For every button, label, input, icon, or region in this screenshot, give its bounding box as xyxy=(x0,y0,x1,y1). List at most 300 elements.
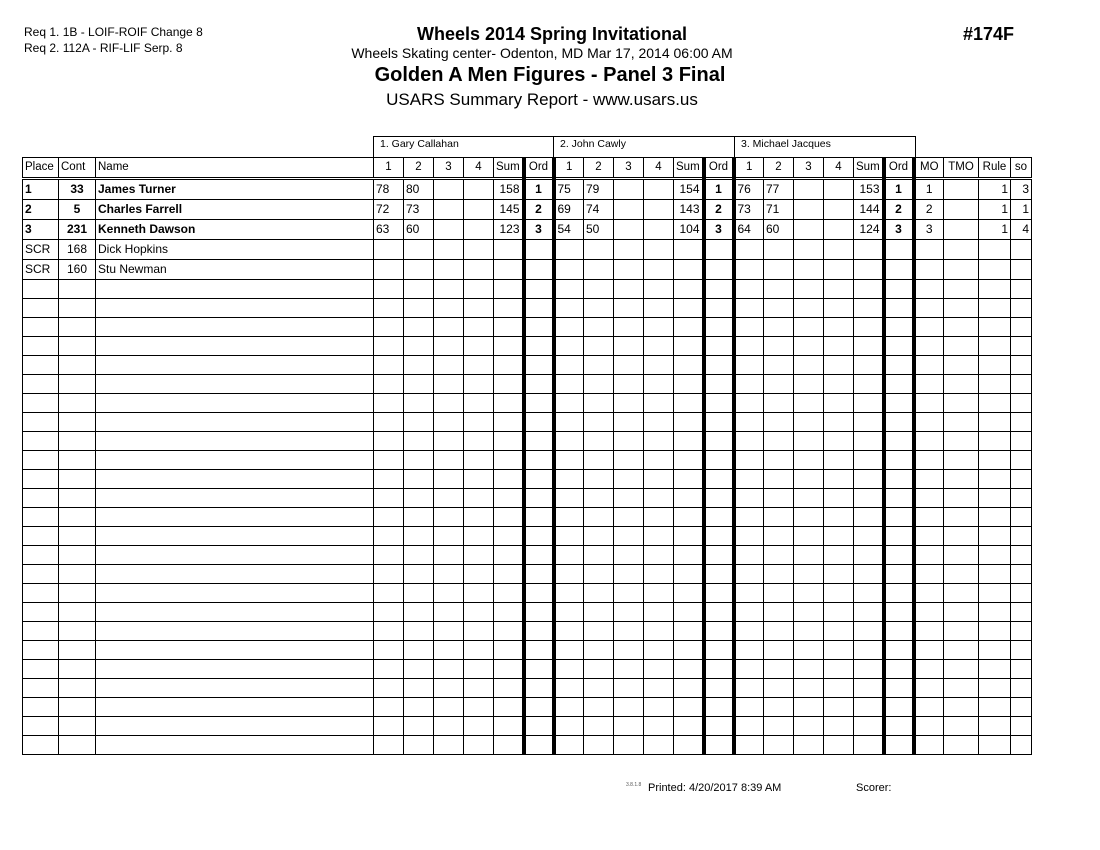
ord-cell xyxy=(884,698,914,717)
tmo-cell xyxy=(944,413,979,432)
table-row xyxy=(23,698,1032,717)
score-3-cell xyxy=(794,451,824,470)
col-header-score-3: 3 xyxy=(794,158,824,179)
tmo-cell xyxy=(944,432,979,451)
place-cell: 3 xyxy=(23,220,59,240)
score-2-cell xyxy=(764,603,794,622)
score-4-cell xyxy=(824,356,854,375)
score-2-cell xyxy=(764,698,794,717)
score-4-cell xyxy=(644,698,674,717)
sum-cell xyxy=(494,394,524,413)
sum-cell xyxy=(674,413,704,432)
score-4-cell xyxy=(824,413,854,432)
score-2-cell xyxy=(584,565,614,584)
score-3-cell xyxy=(434,546,464,565)
score-1-cell xyxy=(374,622,404,641)
sum-cell xyxy=(854,432,884,451)
so-cell: 4 xyxy=(1011,220,1032,240)
tmo-cell xyxy=(944,508,979,527)
score-1-cell: 64 xyxy=(734,220,764,240)
score-2-cell: 73 xyxy=(404,200,434,220)
sum-cell xyxy=(494,622,524,641)
name-cell: Kenneth Dawson xyxy=(96,220,374,240)
score-2-cell xyxy=(584,260,614,280)
sum-cell xyxy=(494,375,524,394)
sum-cell xyxy=(674,508,704,527)
sum-cell: 104 xyxy=(674,220,704,240)
score-1-cell xyxy=(734,432,764,451)
score-4-cell xyxy=(644,489,674,508)
sum-cell xyxy=(494,660,524,679)
sum-cell xyxy=(674,451,704,470)
rule-cell xyxy=(979,280,1011,299)
mo-cell xyxy=(914,546,944,565)
score-2-cell xyxy=(764,470,794,489)
score-2-cell xyxy=(764,622,794,641)
score-2-cell xyxy=(764,584,794,603)
table-row xyxy=(23,375,1032,394)
score-4-cell xyxy=(824,584,854,603)
so-cell xyxy=(1011,489,1032,508)
rule-cell xyxy=(979,413,1011,432)
so-cell xyxy=(1011,451,1032,470)
col-header-place: Place xyxy=(23,158,59,179)
rule-cell xyxy=(979,679,1011,698)
score-1-cell: 54 xyxy=(554,220,584,240)
ord-cell xyxy=(884,660,914,679)
score-1-cell xyxy=(374,736,404,755)
score-2-cell xyxy=(584,660,614,679)
score-2-cell xyxy=(584,584,614,603)
table-row xyxy=(23,200,1032,220)
ord-cell xyxy=(884,451,914,470)
tmo-cell xyxy=(944,489,979,508)
score-4-cell xyxy=(824,451,854,470)
col-header-sum: Sum xyxy=(494,158,524,179)
score-3-cell xyxy=(794,489,824,508)
sum-cell xyxy=(494,489,524,508)
table-row xyxy=(23,299,1032,318)
score-2-cell xyxy=(764,508,794,527)
sum-cell xyxy=(494,240,524,260)
score-3-cell xyxy=(434,508,464,527)
so-cell xyxy=(1011,260,1032,280)
rule-cell xyxy=(979,337,1011,356)
score-4-cell xyxy=(644,660,674,679)
ord-cell xyxy=(524,432,554,451)
score-3-cell xyxy=(614,337,644,356)
table-row xyxy=(23,584,1032,603)
score-1-cell xyxy=(374,660,404,679)
score-3-cell xyxy=(614,260,644,280)
sum-cell xyxy=(494,641,524,660)
ord-cell xyxy=(704,717,734,736)
score-3-cell xyxy=(434,679,464,698)
score-3-cell xyxy=(794,394,824,413)
score-4-cell xyxy=(824,280,854,299)
sum-cell xyxy=(674,565,704,584)
score-2-cell xyxy=(584,622,614,641)
ord-cell xyxy=(524,356,554,375)
score-4-cell xyxy=(644,179,674,200)
place-cell xyxy=(23,679,59,698)
table-row xyxy=(23,220,1032,240)
score-3-cell xyxy=(794,200,824,220)
mo-cell xyxy=(914,260,944,280)
ord-cell xyxy=(524,470,554,489)
mo-cell: 2 xyxy=(914,200,944,220)
score-4-cell xyxy=(644,337,674,356)
score-2-cell xyxy=(764,280,794,299)
table-row xyxy=(23,240,1032,260)
score-3-cell xyxy=(614,394,644,413)
score-3-cell xyxy=(794,470,824,489)
sum-cell xyxy=(854,622,884,641)
score-3-cell xyxy=(434,603,464,622)
score-3-cell xyxy=(794,660,824,679)
score-3-cell xyxy=(434,451,464,470)
score-4-cell xyxy=(644,603,674,622)
score-3-cell xyxy=(434,179,464,200)
score-4-cell xyxy=(644,240,674,260)
score-2-cell xyxy=(764,641,794,660)
sum-cell xyxy=(494,299,524,318)
col-header-cont: Cont xyxy=(59,158,96,179)
score-1-cell: 75 xyxy=(554,179,584,200)
sum-cell xyxy=(854,546,884,565)
score-4-cell xyxy=(644,565,674,584)
ord-cell xyxy=(884,356,914,375)
score-1-cell xyxy=(554,432,584,451)
score-1-cell xyxy=(554,546,584,565)
mo-cell xyxy=(914,679,944,698)
score-1-cell: 63 xyxy=(374,220,404,240)
mo-cell xyxy=(914,508,944,527)
col-header-score-2: 2 xyxy=(764,158,794,179)
table-row xyxy=(23,641,1032,660)
score-3-cell xyxy=(614,565,644,584)
ord-cell: 3 xyxy=(884,220,914,240)
ord-cell xyxy=(524,318,554,337)
cont-cell: 33 xyxy=(59,179,96,200)
tmo-cell xyxy=(944,470,979,489)
rule-cell xyxy=(979,356,1011,375)
score-3-cell xyxy=(434,660,464,679)
ord-cell xyxy=(884,508,914,527)
ord-cell xyxy=(704,565,734,584)
score-2-cell xyxy=(404,356,434,375)
score-4-cell xyxy=(644,375,674,394)
name-cell xyxy=(96,527,374,546)
ord-cell: 2 xyxy=(704,200,734,220)
col-header-score-2: 2 xyxy=(584,158,614,179)
ord-cell xyxy=(524,565,554,584)
score-4-cell xyxy=(824,220,854,240)
ord-cell xyxy=(704,546,734,565)
sum-cell xyxy=(674,240,704,260)
score-2-cell xyxy=(404,394,434,413)
tmo-cell xyxy=(944,260,979,280)
score-4-cell xyxy=(824,489,854,508)
score-3-cell xyxy=(794,565,824,584)
tmo-cell xyxy=(944,179,979,200)
score-4-cell xyxy=(464,451,494,470)
place-cell xyxy=(23,489,59,508)
score-2-cell xyxy=(404,584,434,603)
sum-cell xyxy=(674,356,704,375)
score-2-cell xyxy=(404,260,434,280)
table-row xyxy=(23,280,1032,299)
score-2-cell xyxy=(764,565,794,584)
ord-cell xyxy=(524,679,554,698)
table-row xyxy=(23,394,1032,413)
score-2-cell: 77 xyxy=(764,179,794,200)
so-cell xyxy=(1011,432,1032,451)
score-2-cell xyxy=(404,470,434,489)
score-2-cell: 71 xyxy=(764,200,794,220)
table-row xyxy=(23,489,1032,508)
ord-cell xyxy=(524,698,554,717)
so-cell xyxy=(1011,318,1032,337)
place-cell xyxy=(23,584,59,603)
score-3-cell xyxy=(434,641,464,660)
score-1-cell xyxy=(734,337,764,356)
score-3-cell xyxy=(434,220,464,240)
place-cell: 2 xyxy=(23,200,59,220)
mo-cell xyxy=(914,337,944,356)
sum-cell xyxy=(674,280,704,299)
sum-cell xyxy=(674,337,704,356)
so-cell xyxy=(1011,660,1032,679)
score-4-cell xyxy=(824,375,854,394)
score-2-cell xyxy=(404,603,434,622)
score-4-cell xyxy=(464,489,494,508)
sum-cell xyxy=(674,260,704,280)
place-cell: SCR xyxy=(23,260,59,280)
score-3-cell xyxy=(794,679,824,698)
sum-cell xyxy=(674,736,704,755)
place-cell xyxy=(23,470,59,489)
sum-cell xyxy=(494,717,524,736)
score-4-cell xyxy=(464,622,494,641)
score-2-cell xyxy=(584,527,614,546)
cont-cell xyxy=(59,375,96,394)
name-cell xyxy=(96,660,374,679)
so-cell xyxy=(1011,470,1032,489)
score-1-cell xyxy=(374,603,404,622)
score-3-cell xyxy=(434,698,464,717)
col-header-score-1: 1 xyxy=(374,158,404,179)
ord-cell xyxy=(524,375,554,394)
score-1-cell xyxy=(554,318,584,337)
cont-cell xyxy=(59,318,96,337)
ord-cell xyxy=(524,736,554,755)
so-cell xyxy=(1011,413,1032,432)
score-4-cell xyxy=(824,337,854,356)
sum-cell xyxy=(674,318,704,337)
table-row xyxy=(23,527,1032,546)
score-4-cell xyxy=(464,565,494,584)
rule-cell xyxy=(979,527,1011,546)
cont-cell xyxy=(59,356,96,375)
score-1-cell xyxy=(374,394,404,413)
table-row xyxy=(23,679,1032,698)
col-header-score-3: 3 xyxy=(614,158,644,179)
col-header-sum: Sum xyxy=(854,158,884,179)
col-header-score-4: 4 xyxy=(464,158,494,179)
score-3-cell xyxy=(434,280,464,299)
tmo-cell xyxy=(944,565,979,584)
score-1-cell: 72 xyxy=(374,200,404,220)
score-2-cell xyxy=(584,394,614,413)
name-cell xyxy=(96,470,374,489)
name-cell xyxy=(96,546,374,565)
ord-cell xyxy=(524,717,554,736)
table-row xyxy=(23,565,1032,584)
score-1-cell xyxy=(554,240,584,260)
score-4-cell xyxy=(464,394,494,413)
score-3-cell xyxy=(794,641,824,660)
cont-cell xyxy=(59,299,96,318)
score-4-cell xyxy=(464,641,494,660)
score-3-cell xyxy=(434,527,464,546)
ord-cell xyxy=(884,546,914,565)
ord-cell xyxy=(704,679,734,698)
score-2-cell xyxy=(404,240,434,260)
score-2-cell xyxy=(404,717,434,736)
score-4-cell xyxy=(644,527,674,546)
score-2-cell xyxy=(584,375,614,394)
score-1-cell xyxy=(734,489,764,508)
score-2-cell xyxy=(584,318,614,337)
score-2-cell xyxy=(764,260,794,280)
score-1-cell xyxy=(554,337,584,356)
ord-cell xyxy=(524,603,554,622)
so-cell xyxy=(1011,679,1032,698)
sum-cell xyxy=(494,337,524,356)
mo-cell xyxy=(914,622,944,641)
sum-cell xyxy=(494,470,524,489)
score-3-cell xyxy=(794,698,824,717)
so-cell xyxy=(1011,299,1032,318)
score-2-cell xyxy=(764,299,794,318)
score-2-cell xyxy=(404,508,434,527)
score-3-cell xyxy=(614,413,644,432)
place-cell xyxy=(23,546,59,565)
rule-cell: 1 xyxy=(979,179,1011,200)
sum-cell xyxy=(494,736,524,755)
place-cell xyxy=(23,451,59,470)
rule-cell xyxy=(979,489,1011,508)
score-4-cell xyxy=(464,375,494,394)
place-cell xyxy=(23,641,59,660)
score-3-cell xyxy=(614,679,644,698)
tmo-cell xyxy=(944,736,979,755)
mo-cell xyxy=(914,280,944,299)
ord-cell xyxy=(524,641,554,660)
score-4-cell xyxy=(824,508,854,527)
score-2-cell: 74 xyxy=(584,200,614,220)
so-cell xyxy=(1011,584,1032,603)
score-2-cell xyxy=(764,318,794,337)
score-3-cell xyxy=(614,660,644,679)
place-cell xyxy=(23,698,59,717)
cont-cell xyxy=(59,698,96,717)
score-4-cell xyxy=(824,603,854,622)
table-row xyxy=(23,546,1032,565)
col-header-score-1: 1 xyxy=(734,158,764,179)
col-header-so: so xyxy=(1011,158,1032,179)
so-cell xyxy=(1011,394,1032,413)
col-header-score-2: 2 xyxy=(404,158,434,179)
score-3-cell xyxy=(434,318,464,337)
score-1-cell xyxy=(554,717,584,736)
score-2-cell xyxy=(404,432,434,451)
ord-cell xyxy=(524,622,554,641)
score-1-cell xyxy=(734,622,764,641)
ord-cell xyxy=(704,451,734,470)
cont-cell xyxy=(59,584,96,603)
sum-cell xyxy=(494,318,524,337)
cont-cell xyxy=(59,660,96,679)
mo-cell xyxy=(914,356,944,375)
score-3-cell xyxy=(794,240,824,260)
ord-cell xyxy=(704,698,734,717)
so-cell xyxy=(1011,698,1032,717)
score-2-cell xyxy=(584,641,614,660)
name-cell: Charles Farrell xyxy=(96,200,374,220)
col-header-mo: MO xyxy=(914,158,944,179)
mo-cell xyxy=(914,489,944,508)
ord-cell xyxy=(704,240,734,260)
score-2-cell xyxy=(404,565,434,584)
name-cell xyxy=(96,565,374,584)
name-cell xyxy=(96,584,374,603)
ord-cell xyxy=(524,337,554,356)
col-header-tmo: TMO xyxy=(944,158,979,179)
ord-cell xyxy=(524,394,554,413)
name-cell xyxy=(96,413,374,432)
score-3-cell xyxy=(614,603,644,622)
score-4-cell xyxy=(824,260,854,280)
score-4-cell xyxy=(824,179,854,200)
score-1-cell xyxy=(734,527,764,546)
tmo-cell xyxy=(944,546,979,565)
score-3-cell xyxy=(614,470,644,489)
score-4-cell xyxy=(644,508,674,527)
score-1-cell xyxy=(374,527,404,546)
ord-cell xyxy=(524,451,554,470)
score-3-cell xyxy=(794,432,824,451)
score-2-cell xyxy=(584,451,614,470)
name-cell: Dick Hopkins xyxy=(96,240,374,260)
ord-cell xyxy=(884,337,914,356)
score-1-cell xyxy=(374,546,404,565)
score-1-cell xyxy=(554,698,584,717)
score-1-cell xyxy=(554,260,584,280)
tmo-cell xyxy=(944,451,979,470)
score-4-cell xyxy=(644,451,674,470)
score-3-cell xyxy=(614,432,644,451)
score-1-cell xyxy=(734,394,764,413)
cont-cell xyxy=(59,679,96,698)
place-cell xyxy=(23,280,59,299)
sum-cell xyxy=(674,299,704,318)
sum-cell xyxy=(854,260,884,280)
so-cell xyxy=(1011,717,1032,736)
score-3-cell xyxy=(434,200,464,220)
score-4-cell xyxy=(464,736,494,755)
